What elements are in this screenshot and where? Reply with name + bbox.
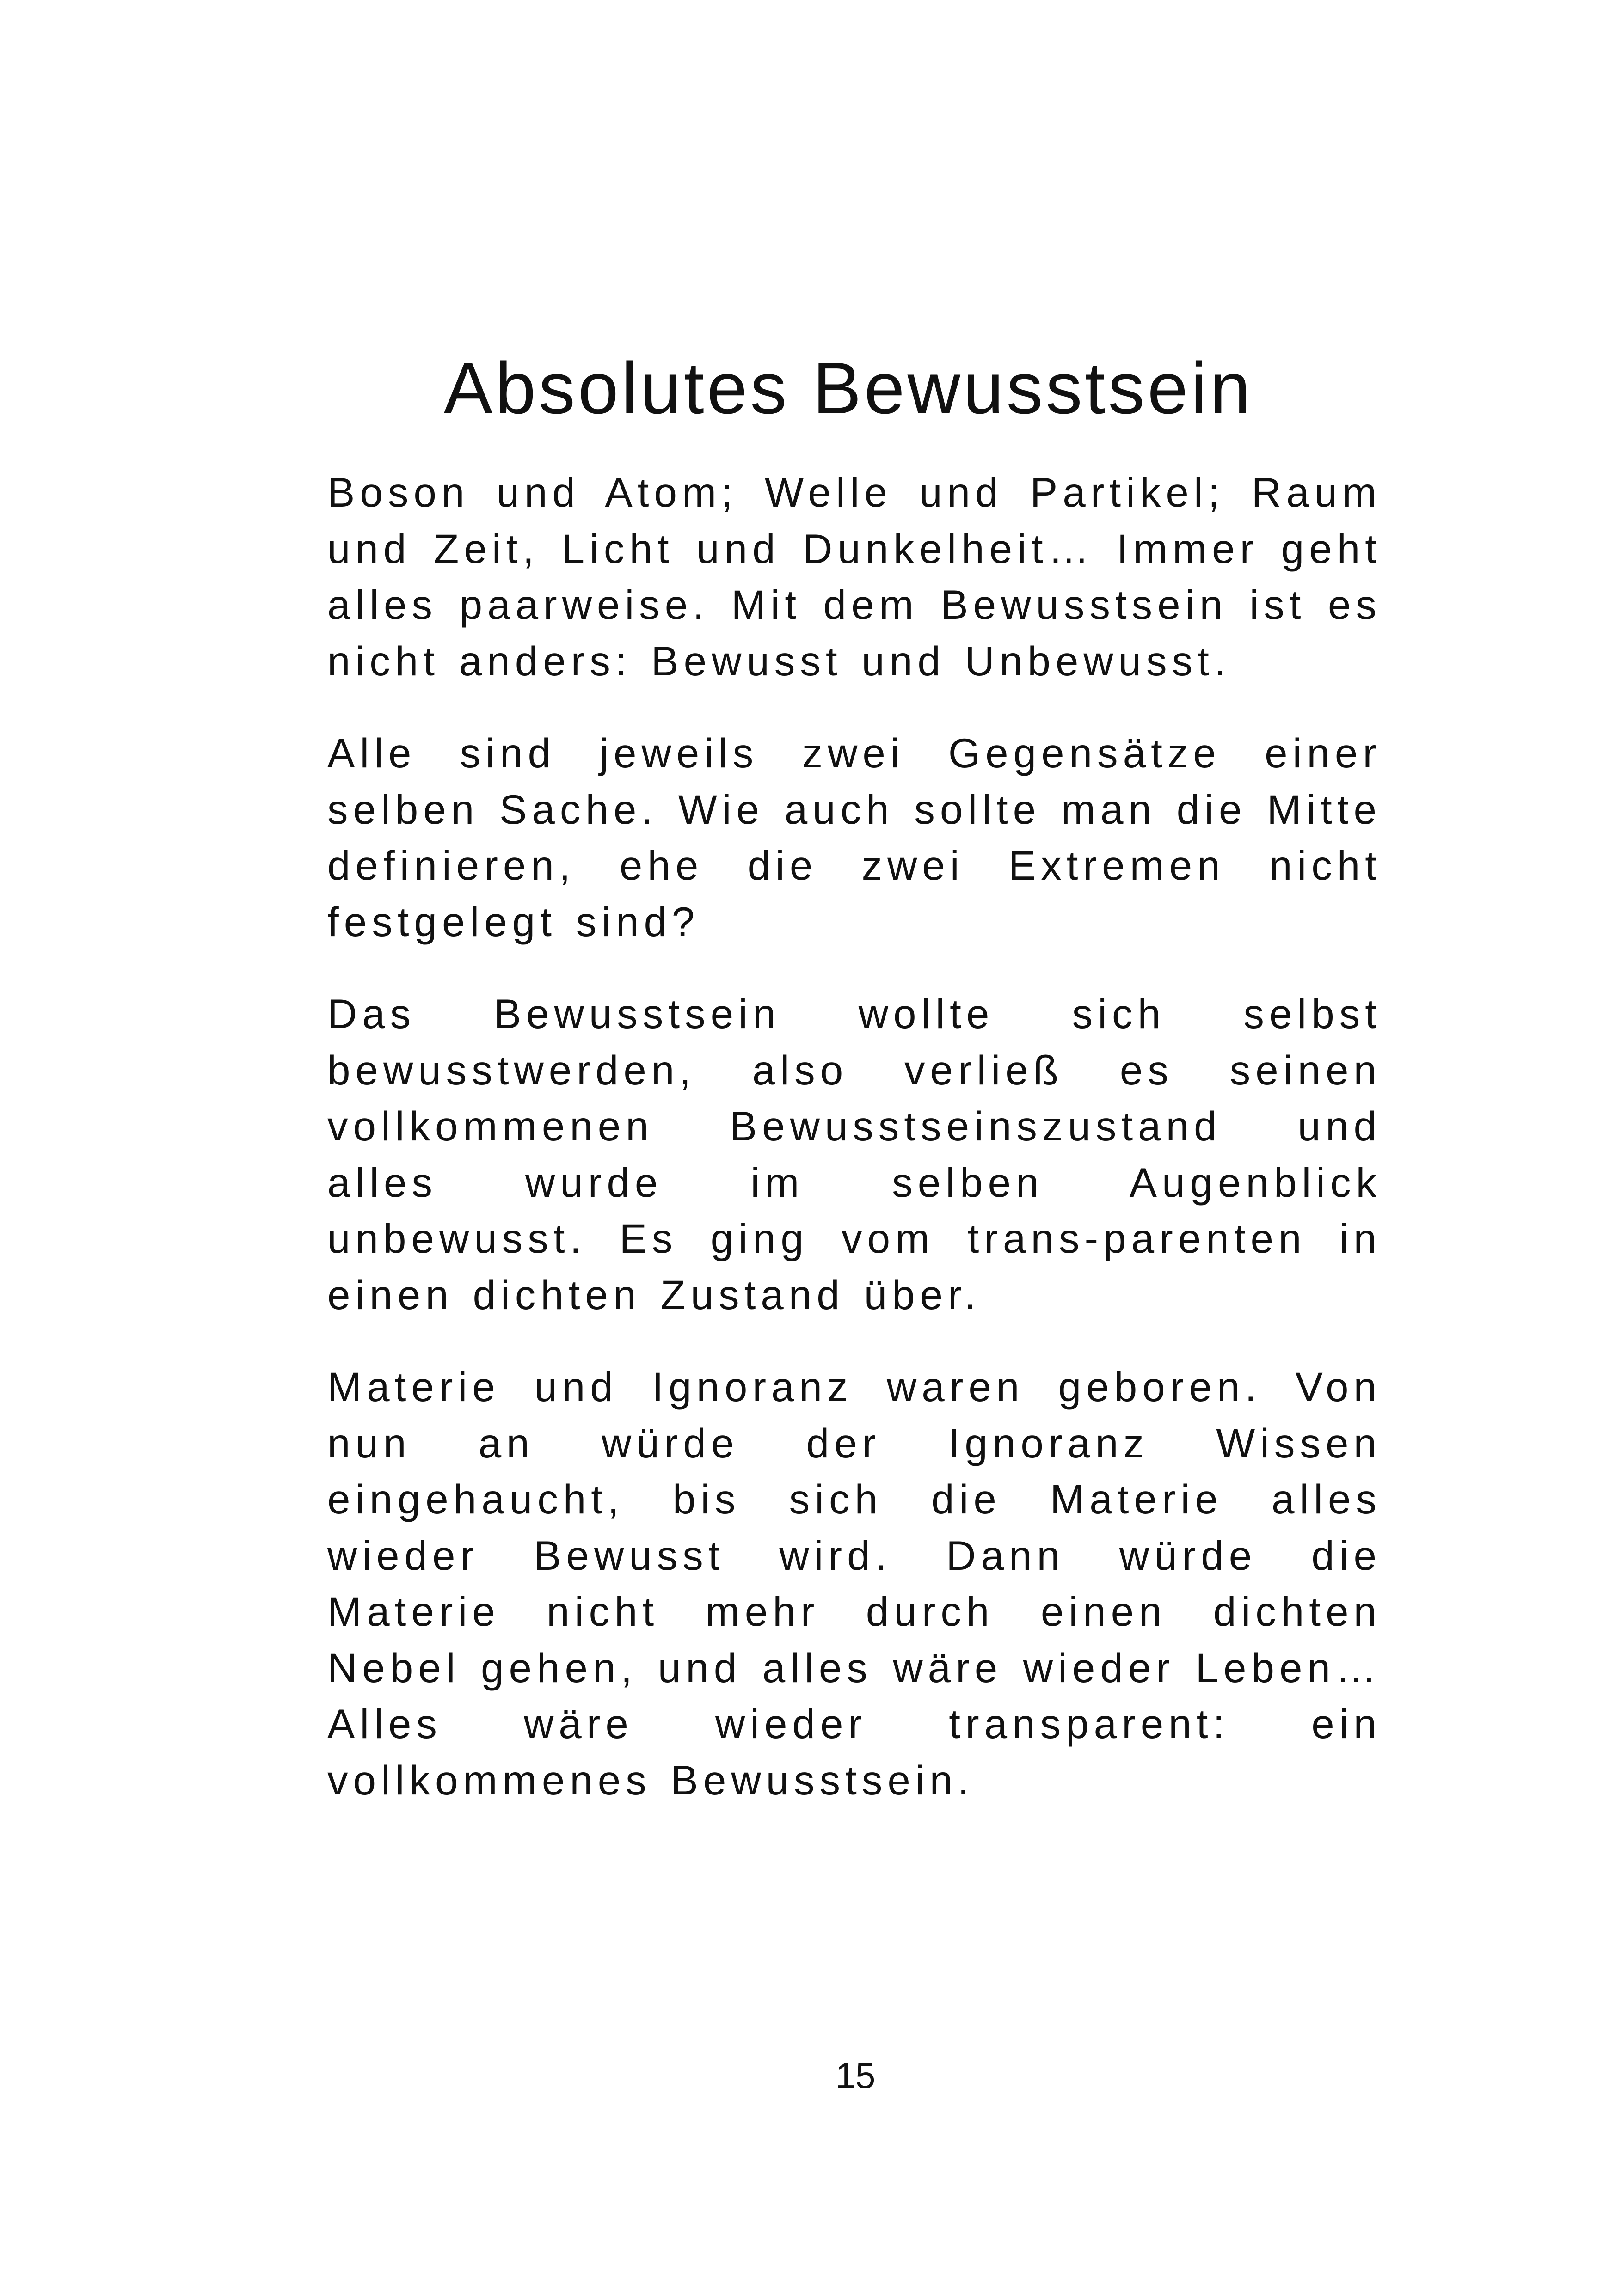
page-number: 15	[835, 2055, 876, 2096]
paragraph-2: Alle sind jeweils zwei Gegensätze einer selben Sache. Wie auch sollte man die Mitte definieren, ehe die zwei Extremen nicht festgelegt sind?	[327, 730, 1382, 945]
body-text	[327, 465, 1382, 1844]
paragraph-4: Materie und Ignoranz waren geboren. Von nun an würde der Ignoranz Wissen eingehaucht, bis sich die Materie alles wieder Bewusst wird. Dann würde die Materie nicht mehr durch einen dichten Nebel gehen, und alles wäre wieder Leben… Alles wäre wieder transparent: ein vollkommenes Bewusstsein.	[327, 1364, 1382, 1803]
page-title: Absolutes Bewusstsein	[443, 348, 1253, 429]
paragraph-3: Das Bewusstsein wollte sich selbst bewusstwerden, also verließ es seinen vollkommenen Bewusstseinszustand und alles wurde im selben Augenblick unbewusst. Es ging vom trans-parenten in einen dichten Zustand über.	[327, 991, 1382, 1318]
paragraph-1: Boson und Atom; Welle und Partikel; Raum und Zeit, Licht und Dunkelheit… Immer geht alles paarweise. Mit dem Bewusstsein ist es nicht anders: Bewusst und Unbewusst.	[327, 469, 1382, 684]
